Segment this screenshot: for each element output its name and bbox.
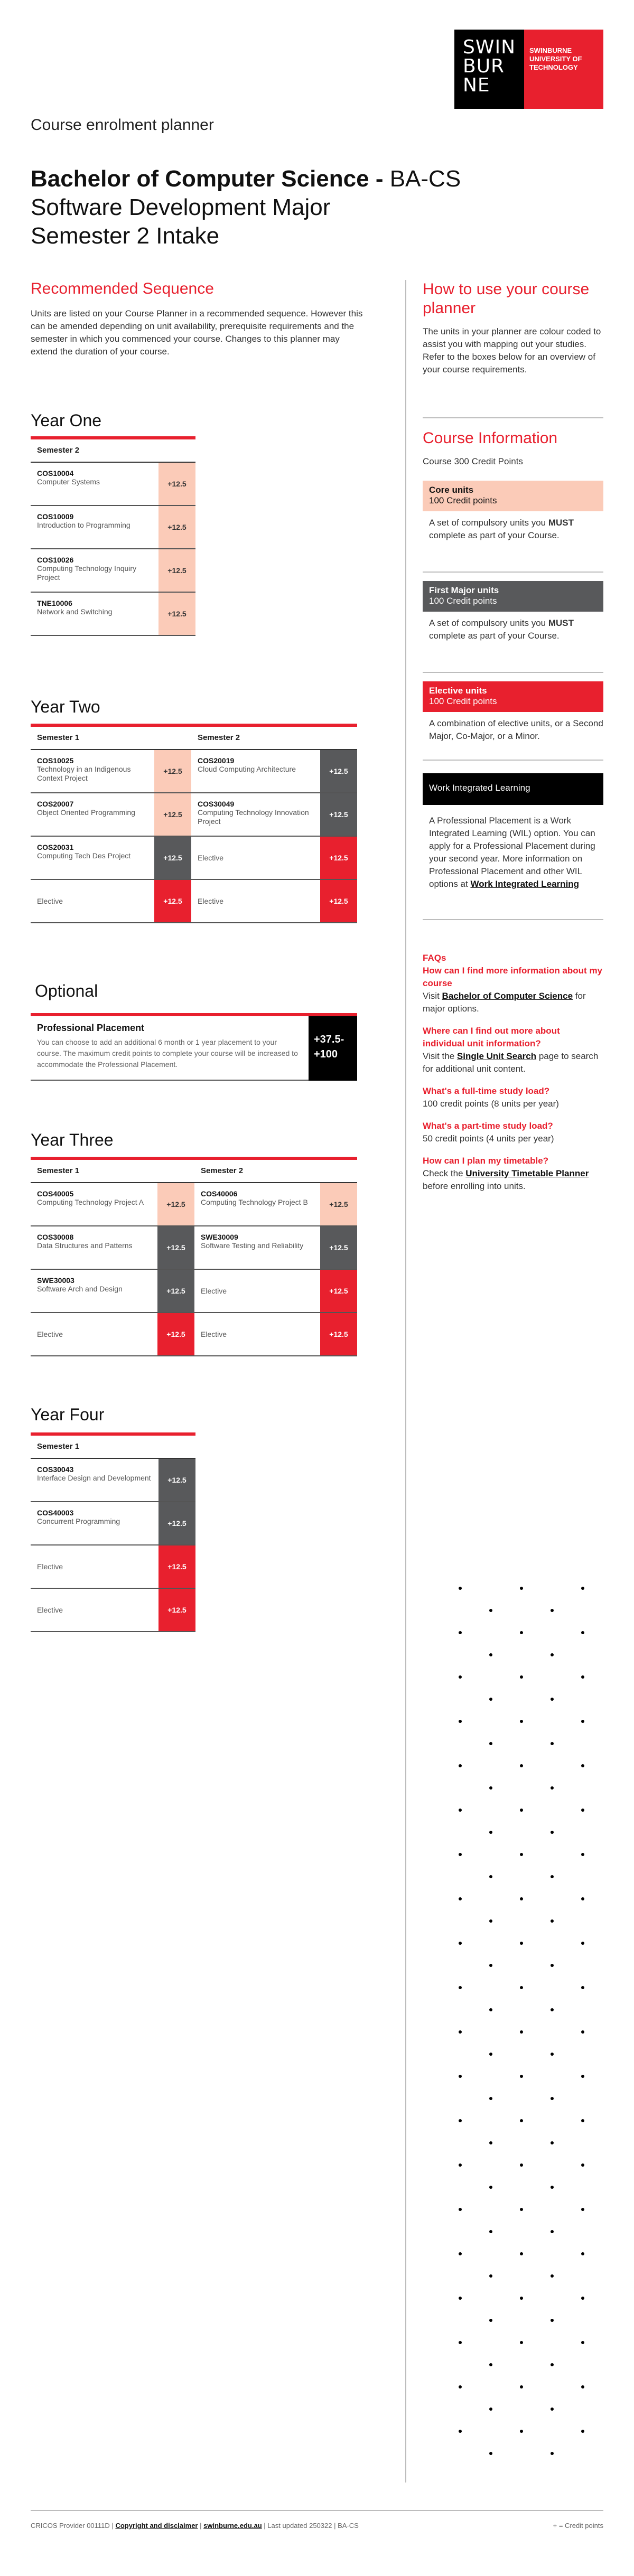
unit-row[interactable] [31, 880, 191, 923]
dot [459, 1587, 462, 1590]
dot-grid-decoration [459, 1587, 585, 2467]
unit-name: Concurrent Programming [37, 1517, 120, 1525]
faq-question: What's a part-time study load? [423, 1121, 553, 1131]
logo-text: SWINBURNE UNIVERSITY OF TECHNOLOGY [524, 30, 603, 109]
unit-row[interactable] [194, 1313, 357, 1356]
unit-row[interactable] [31, 750, 191, 793]
dot [581, 2252, 584, 2255]
semester-label: Semester 2 [194, 1160, 357, 1183]
year2-semester1 [31, 724, 191, 923]
year3-semester2 [194, 1157, 357, 1356]
sidebar-rule [423, 672, 603, 673]
unit-name: Elective [198, 854, 224, 862]
unit-row[interactable] [191, 793, 357, 837]
credit-badge: +12.5 [157, 1313, 194, 1355]
year-two-heading: Year Two [31, 697, 100, 716]
core-desc: A set of compulsory units you MUST complete as part of your Course. [429, 518, 574, 540]
professional-placement[interactable] [31, 1013, 357, 1081]
dot [520, 2075, 523, 2078]
faq-answer: Visit Bachelor of Computer Science for major options. [423, 991, 586, 1014]
placement-credit: +37.5- +100 [309, 1016, 357, 1081]
unit-name: Computing Technology Project B [201, 1198, 308, 1206]
dot [551, 2097, 554, 2100]
unit-name: Interface Design and Development [37, 1474, 151, 1482]
unit-name: Elective [37, 897, 63, 905]
footer-rule [31, 2510, 603, 2511]
dot [459, 1720, 462, 1723]
unit-code: COS10004 [37, 469, 74, 477]
sidebar-rule [423, 760, 603, 761]
dot [551, 1609, 554, 1612]
title-degree: Bachelor of Computer Science - [31, 166, 384, 192]
unit-row[interactable] [31, 1183, 194, 1226]
semester-label: Semester 1 [31, 1160, 194, 1183]
course-info-sub: Course 300 Credit Points [423, 456, 523, 466]
credit-badge: +12.5 [320, 750, 357, 792]
major-title: First Major units [429, 585, 499, 595]
dot [520, 2297, 523, 2300]
wil-title: Work Integrated Learning [429, 783, 530, 793]
placement-desc: You can choose to add an additional 6 month or 1 year placement to your course. The maximum credit points to complete your course will be increased to accommodate the Professional Placement. [37, 1038, 298, 1069]
unit-name: Cloud Computing Architecture [198, 765, 296, 773]
year3-semester1 [31, 1157, 194, 1356]
dot [551, 2230, 554, 2233]
credit-badge: +12.5 [320, 1313, 357, 1355]
unit-name: Software Arch and Design [37, 1285, 123, 1293]
credit-badge: +12.5 [158, 549, 195, 592]
dot [520, 1675, 523, 1679]
credit-badge: +12.5 [154, 880, 191, 922]
unit-search-link[interactable]: Single Unit Search [456, 1051, 537, 1061]
dot [459, 1809, 462, 1812]
dot [489, 2363, 492, 2366]
year-three-heading: Year Three [31, 1130, 114, 1149]
dot [551, 2408, 554, 2411]
dot [459, 1675, 462, 1679]
core-title: Core units [429, 485, 474, 495]
unit-name: Data Structures and Patterns [37, 1241, 133, 1250]
unit-code: COS40006 [201, 1189, 238, 1198]
dot [489, 2186, 492, 2189]
dot [551, 1653, 554, 1656]
dot [551, 1742, 554, 1745]
unit-row[interactable] [191, 880, 357, 923]
faq-question: How can I find more information about my course [423, 966, 603, 988]
dot [581, 1587, 584, 1590]
unit-row[interactable] [194, 1226, 357, 1270]
dot [551, 2274, 554, 2278]
credit-badge: +12.5 [158, 506, 195, 548]
dot [489, 1698, 492, 1701]
dot [551, 2141, 554, 2144]
howto-body: The units in your planner are colour coded to assist you with mapping out your studies. Refer to the boxes below for an overview of your course requirements. [423, 326, 601, 374]
dot [551, 2008, 554, 2011]
dot [489, 1786, 492, 1790]
credit-badge: +12.5 [320, 1270, 357, 1312]
credit-badge: +12.5 [320, 1226, 357, 1269]
unit-code: COS20031 [37, 843, 74, 851]
unit-list [31, 463, 195, 636]
credit-badge: +12.5 [158, 1589, 195, 1631]
credit-badge: +12.5 [154, 837, 191, 879]
dot [581, 1986, 584, 1989]
dot [520, 1720, 523, 1723]
faq-answer: Check the University Timetable Planner before enrolling into units. [423, 1168, 589, 1191]
howto-heading: How to use your course planner [423, 280, 590, 317]
dot [520, 1942, 523, 1945]
dot [551, 2452, 554, 2455]
sidebar-rule [423, 919, 603, 920]
sidebar-rule [423, 572, 603, 573]
unit-row[interactable] [31, 1226, 194, 1270]
dot [459, 1897, 462, 1900]
page-title [31, 165, 461, 250]
dot [520, 2385, 523, 2388]
faq-question: How can I plan my timetable? [423, 1156, 549, 1166]
dot [489, 1875, 492, 1878]
dot [520, 1587, 523, 1590]
recommended-body: Units are listed on your Course Planner in a recommended sequence. However this can be amended depending on unit availability, prerequisite requirements and the semester in which you commenced your course. Changes to this planner may extend the duration of your course. [31, 308, 363, 357]
unit-row[interactable] [31, 793, 191, 837]
copyright-link[interactable]: Copyright and disclaimer [115, 2522, 198, 2530]
credit-badge: +12.5 [157, 1226, 194, 1269]
credit-badge: +12.5 [158, 593, 195, 635]
unit-row[interactable] [31, 593, 195, 636]
elective-cp: 100 Credit points [429, 696, 497, 706]
last-updated: Last updated 250322 [267, 2522, 332, 2530]
dot [489, 1964, 492, 1967]
unit-name: Computing Technology Inquiry Project [37, 564, 137, 582]
dot [520, 2341, 523, 2344]
unit-row[interactable] [31, 1545, 195, 1589]
dot [459, 1764, 462, 1767]
unit-code: COS20019 [198, 756, 235, 765]
dot [551, 1964, 554, 1967]
page-kicker: Course enrolment planner [31, 116, 214, 134]
unit-row[interactable] [31, 1270, 194, 1313]
wil-link[interactable]: Work Integrated Learning [470, 879, 580, 889]
dot [551, 2186, 554, 2189]
dot [489, 1609, 492, 1612]
dot [551, 2319, 554, 2322]
title-intake: Semester 2 Intake [31, 223, 220, 249]
howto-section [423, 280, 603, 376]
dot [581, 2163, 584, 2167]
dot [520, 2430, 523, 2433]
dot [581, 1809, 584, 1812]
year1-semester2 [31, 436, 195, 636]
dot [489, 1919, 492, 1923]
cricos: CRICOS Provider 00111D [31, 2522, 110, 2530]
unit-code: SWE30003 [37, 1276, 74, 1285]
placement-title: Professional Placement [37, 1023, 145, 1033]
semester-label: Semester 1 [31, 1436, 195, 1459]
credit-badge: +12.5 [320, 793, 357, 836]
unit-name: Computing Technology Project A [37, 1198, 144, 1206]
unit-code: COS40003 [37, 1509, 74, 1517]
legend-major [423, 581, 603, 642]
unit-name: Computing Tech Des Project [37, 851, 131, 860]
unit-name: Object Oriented Programming [37, 808, 135, 817]
faq-heading: FAQs [423, 953, 446, 963]
dot [581, 2030, 584, 2034]
unit-row[interactable] [31, 506, 195, 549]
unit-code: TNE10006 [37, 599, 72, 607]
legend-elective [423, 681, 603, 743]
dot [520, 1853, 523, 1856]
dot [489, 2053, 492, 2056]
dot [581, 1720, 584, 1723]
wil-desc: A Professional Placement is a Work Integrated Learning (WIL) option. You can apply for a Professional Placement during your second year. More information on Professional Placement and other WIL options at Work Integrated Learning [429, 816, 595, 889]
year2-semester2 [191, 724, 357, 923]
unit-name: Software Testing and Reliability [201, 1241, 304, 1250]
course-info-section [423, 429, 603, 468]
dot [581, 1631, 584, 1634]
dot [581, 2208, 584, 2211]
faq-answer: Visit the Single Unit Search page to search for additional unit content. [423, 1051, 599, 1074]
title-major: Software Development Major [31, 194, 331, 220]
dot [581, 2341, 584, 2344]
unit-name: Computing Technology Innovation Project [198, 808, 309, 826]
unit-row[interactable] [31, 463, 195, 506]
unit-name: Technology in an Indigenous Context Project [37, 765, 131, 782]
faq-answer: 50 credit points (4 units per year) [423, 1134, 554, 1144]
elective-desc: A combination of elective units, or a Second Major, Co-Major, or a Minor. [429, 718, 603, 741]
unit-row[interactable] [194, 1183, 357, 1226]
unit-row[interactable] [191, 750, 357, 793]
dot [459, 1942, 462, 1945]
recommended-heading: Recommended Sequence [31, 280, 214, 297]
unit-name: Elective [201, 1330, 227, 1338]
year4-semester1 [31, 1432, 195, 1632]
unit-name: Elective [37, 1606, 63, 1614]
year-four-heading: Year Four [31, 1405, 105, 1424]
dot [459, 2030, 462, 2034]
dot [459, 2430, 462, 2433]
logo-mark: SWIN BUR NE [463, 36, 516, 96]
dot [581, 1942, 584, 1945]
dot [459, 2075, 462, 2078]
unit-name: Elective [198, 897, 224, 905]
dot [459, 1986, 462, 1989]
dot [459, 2297, 462, 2300]
credit-badge: +12.5 [320, 880, 357, 922]
unit-code: COS30049 [198, 800, 235, 808]
course-link[interactable]: Bachelor of Computer Science [442, 991, 573, 1001]
timetable-link[interactable]: University Timetable Planner [465, 1168, 589, 1178]
unit-name: Elective [201, 1287, 227, 1295]
unit-name: Network and Switching [37, 607, 113, 616]
dot [459, 1631, 462, 1634]
dot [489, 2141, 492, 2144]
dot [581, 2385, 584, 2388]
unit-row[interactable] [31, 1313, 194, 1356]
unit-name: Computer Systems [37, 477, 100, 486]
dot [489, 2452, 492, 2455]
semester-label: Semester 2 [31, 439, 195, 463]
course-info-heading: Course Information [423, 429, 558, 447]
unit-code: COS10009 [37, 512, 74, 521]
dot [489, 2097, 492, 2100]
credit-badge: +12.5 [158, 1459, 195, 1501]
unit-name: Elective [37, 1330, 63, 1338]
year-one-heading: Year One [31, 411, 102, 430]
semester-label: Semester 2 [191, 727, 357, 750]
dot [459, 2252, 462, 2255]
major-desc: A set of compulsory units you MUST complete as part of your Course. [429, 618, 574, 641]
dot [520, 2119, 523, 2122]
faq-section [423, 952, 603, 1202]
semester-label: Semester 1 [31, 727, 191, 750]
credit-badge: +12.5 [158, 1545, 195, 1588]
credit-badge: +12.5 [320, 837, 357, 879]
dot [581, 1675, 584, 1679]
dot [459, 2163, 462, 2167]
faq-question: Where can I find out more about individual unit information? [423, 1026, 560, 1048]
unit-name: Elective [37, 1562, 63, 1571]
dot [581, 1897, 584, 1900]
credit-badge: +12.5 [154, 750, 191, 792]
dot [459, 2119, 462, 2122]
credit-legend: + = Credit points [553, 2522, 603, 2530]
dot [520, 1809, 523, 1812]
dot [520, 2208, 523, 2211]
dot [520, 1986, 523, 1989]
dot [489, 1742, 492, 1745]
dot [551, 1786, 554, 1790]
dot [489, 1831, 492, 1834]
unit-code: COS30043 [37, 1465, 74, 1474]
dot [459, 2385, 462, 2388]
dot [581, 2075, 584, 2078]
dot [520, 2030, 523, 2034]
unit-code: COS30008 [37, 1233, 74, 1241]
unit-code: COS10025 [37, 756, 74, 765]
credit-badge: +12.5 [158, 1502, 195, 1544]
credit-badge: +12.5 [158, 463, 195, 505]
elective-title: Elective units [429, 686, 487, 696]
dot [459, 1853, 462, 1856]
dot [520, 1764, 523, 1767]
credit-badge: +12.5 [157, 1270, 194, 1312]
unit-code: COS20007 [37, 800, 74, 808]
dot [581, 2430, 584, 2433]
footer: CRICOS Provider 00111D | Copyright and disclaimer | swinburne.edu.au | Last updated 250322 | BA-CS [31, 2522, 359, 2530]
dot [520, 1897, 523, 1900]
dot [520, 2252, 523, 2255]
unit-code: SWE30009 [201, 1233, 238, 1241]
dot [489, 1653, 492, 1656]
dot [489, 2008, 492, 2011]
dot [489, 2319, 492, 2322]
unit-row[interactable] [31, 1502, 195, 1545]
dot [551, 1698, 554, 1701]
dot [581, 1764, 584, 1767]
unit-row[interactable] [31, 837, 191, 880]
credit-badge: +12.5 [154, 793, 191, 836]
unit-row[interactable] [194, 1270, 357, 1313]
unit-code: COS10026 [37, 556, 74, 564]
legend-wil [423, 773, 603, 891]
dot [551, 2053, 554, 2056]
faq-question: What's a full-time study load? [423, 1086, 550, 1096]
dot [489, 2274, 492, 2278]
unit-row[interactable] [31, 549, 195, 593]
dot [551, 1919, 554, 1923]
faq-answer: 100 credit points (8 units per year) [423, 1099, 559, 1109]
unit-name: Introduction to Programming [37, 521, 130, 529]
credit-badge: +12.5 [157, 1183, 194, 1225]
column-divider [405, 280, 406, 2483]
core-cp: 100 Credit points [429, 495, 497, 505]
course-code: BA-CS [338, 2522, 359, 2530]
dot [459, 2341, 462, 2344]
dot [520, 1631, 523, 1634]
swinburne-logo [454, 30, 603, 109]
dot [581, 2297, 584, 2300]
dot [581, 1853, 584, 1856]
major-cp: 100 Credit points [429, 596, 497, 606]
dot [551, 1831, 554, 1834]
legend-core [423, 481, 603, 542]
dot [551, 1875, 554, 1878]
dot [459, 2208, 462, 2211]
unit-row[interactable] [191, 837, 357, 880]
unit-code: COS40005 [37, 1189, 74, 1198]
sidebar-rule [423, 417, 603, 418]
dot [551, 2363, 554, 2366]
title-code: BA-CS [383, 166, 461, 192]
site-link[interactable]: swinburne.edu.au [203, 2522, 262, 2530]
dot [489, 2408, 492, 2411]
dot [581, 2119, 584, 2122]
optional-heading: Optional [35, 981, 98, 1000]
dot [489, 2230, 492, 2233]
dot [520, 2163, 523, 2167]
unit-row[interactable] [31, 1459, 195, 1502]
unit-row[interactable] [31, 1589, 195, 1632]
credit-badge: +12.5 [320, 1183, 357, 1225]
